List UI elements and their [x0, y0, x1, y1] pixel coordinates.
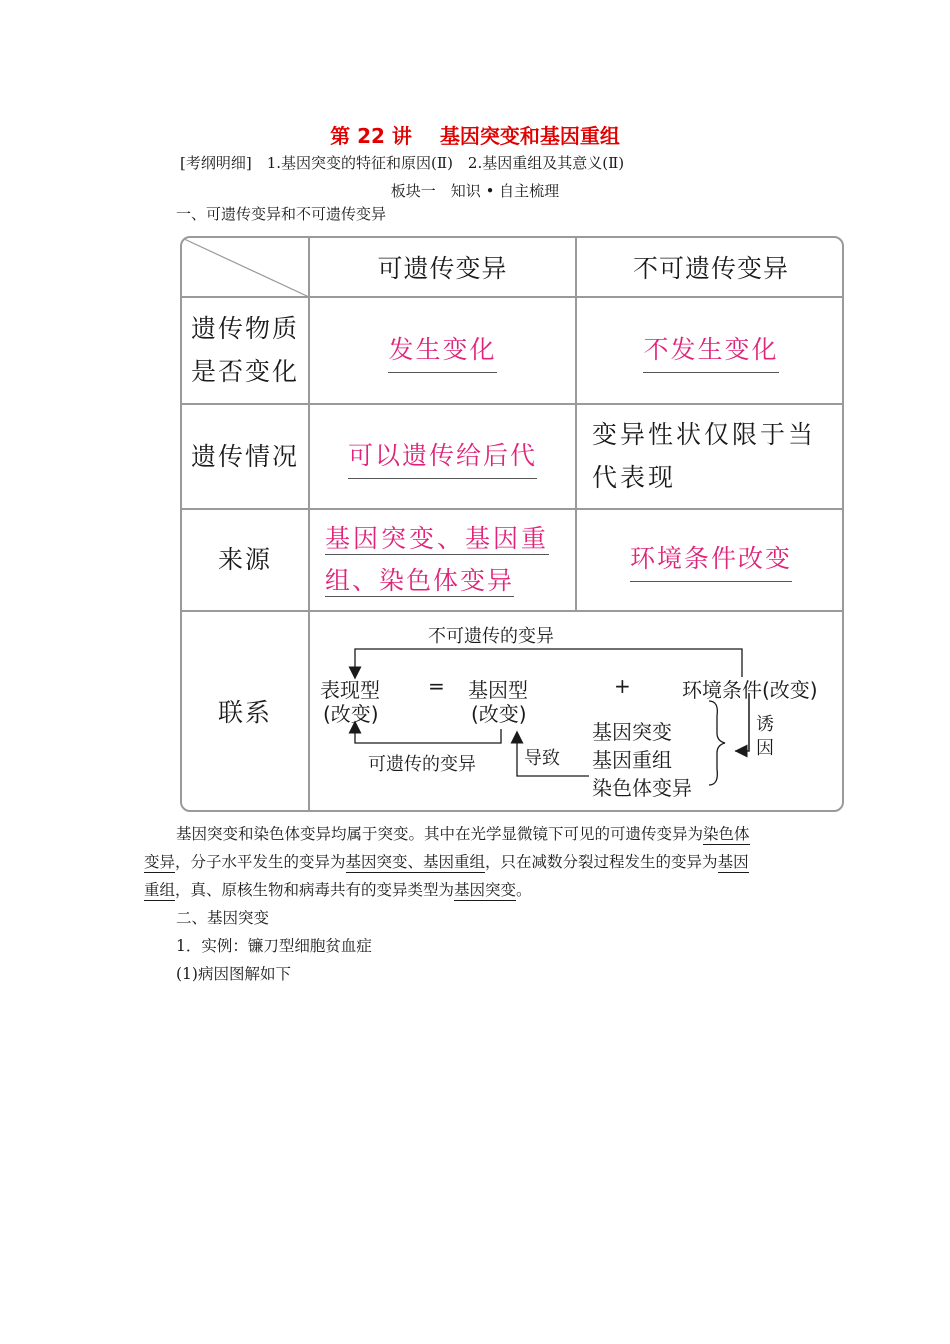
lecture-topic: 基因突变和基因重组: [439, 124, 620, 148]
answer-text: 基因突变、基因重: [325, 523, 550, 553]
header-non-heritable: 不可遗传变异: [632, 254, 789, 283]
plus-sign: +: [614, 674, 631, 698]
paragraph-line-2: [144, 848, 749, 876]
cell-non-heritable-source: [576, 509, 844, 610]
section-header: 板块一 知识 • 自主梳理: [390, 182, 560, 200]
paragraph-line-3: [144, 876, 532, 904]
source-chromosome-variation: 染色体变异: [592, 776, 692, 800]
row-label-line: 遗传物质: [190, 314, 299, 343]
answer-chromosome-variation: 染色体: [703, 825, 750, 843]
header-heritable: 可遗传变异: [377, 254, 508, 283]
page-title: [0, 120, 950, 149]
phenotype-label: 表现型: [320, 678, 380, 702]
row-label-inheritance: 遗传情况: [190, 441, 299, 471]
answer-gene-mutation: 基因突变: [454, 881, 517, 899]
label-heritable-variation: 可遗传的变异: [368, 754, 476, 775]
label-induce-2: 因: [756, 738, 774, 759]
answer-text: 发生变化: [388, 328, 496, 373]
cell-text-line: 变异性状仅限于当: [592, 420, 817, 449]
heading-heritable-variation: 一、可遗传变异和不可遗传变异: [176, 205, 387, 223]
label-induce-1: 诱: [756, 714, 774, 735]
genotype-label: 基因型: [468, 678, 528, 702]
item-etiology: (1)病因图解如下: [176, 965, 291, 983]
cell-text-line: 代表现: [592, 463, 677, 492]
item-example: 1．实例：镰刀型细胞贫血症: [176, 937, 372, 955]
genotype-change-label: (改变): [471, 702, 527, 726]
answer-text: 不发生变化: [643, 328, 778, 373]
variation-table: [180, 236, 844, 812]
heading-gene-mutation: 二、基因突变: [176, 909, 270, 927]
cell-non-heritable-material: [576, 297, 844, 403]
paragraph-text: ，分子水平发生的变异为: [175, 853, 346, 871]
source-gene-mutation: 基因突变: [592, 720, 672, 744]
outline-line: [考纲明细] 1.基因突变的特征和原因(Ⅱ) 2.基因重组及其意义(Ⅱ): [180, 154, 625, 172]
source-gene-recombination: 基因重组: [592, 748, 672, 772]
environment-label: 环境条件(改变): [682, 678, 818, 702]
cell-heritable-source: [309, 509, 576, 610]
paragraph-text: 基因突变和染色体变异均属于突变。其中在光学显微镜下可见的可遗传变异为: [176, 825, 704, 843]
answer-gene-recombination: 基因: [717, 853, 749, 871]
phenotype-change-label: (改变): [323, 702, 379, 726]
cell-non-heritable-inheritance: [576, 404, 844, 508]
equals-sign: =: [428, 674, 445, 698]
answer-gene-recombination-cont: 重组: [144, 881, 176, 899]
cell-heritable-material: [309, 297, 576, 403]
header-diagonal: [182, 238, 309, 297]
paragraph-line-1: [176, 820, 750, 848]
answer-text: 环境条件改变: [630, 537, 792, 582]
row-label-relation: 联系: [217, 698, 272, 727]
answer-text: 可以遗传给后代: [348, 434, 537, 479]
paragraph-text: ，真、原核生物和病毒共有的变异类型为: [175, 881, 455, 899]
lecture-number: 第 22 讲: [330, 124, 412, 148]
label-lead-to: 导致: [524, 748, 560, 769]
row-label-source: 来源: [217, 545, 272, 574]
paragraph-text: ，只在减数分裂过程发生的变异为: [485, 853, 718, 871]
answer-chromosome-variation-cont: 变异: [144, 853, 176, 871]
label-non-heritable-variation: 不可遗传的变异: [428, 626, 554, 647]
answer-text: 组、染色体变异: [325, 565, 515, 595]
paragraph-text: 。: [516, 881, 532, 899]
row-label-line: 是否变化: [190, 357, 299, 386]
cell-heritable-inheritance: [309, 404, 576, 508]
row-label-material-change: [182, 297, 308, 403]
answer-molecular-variation: 基因突变、基因重组: [345, 853, 486, 871]
